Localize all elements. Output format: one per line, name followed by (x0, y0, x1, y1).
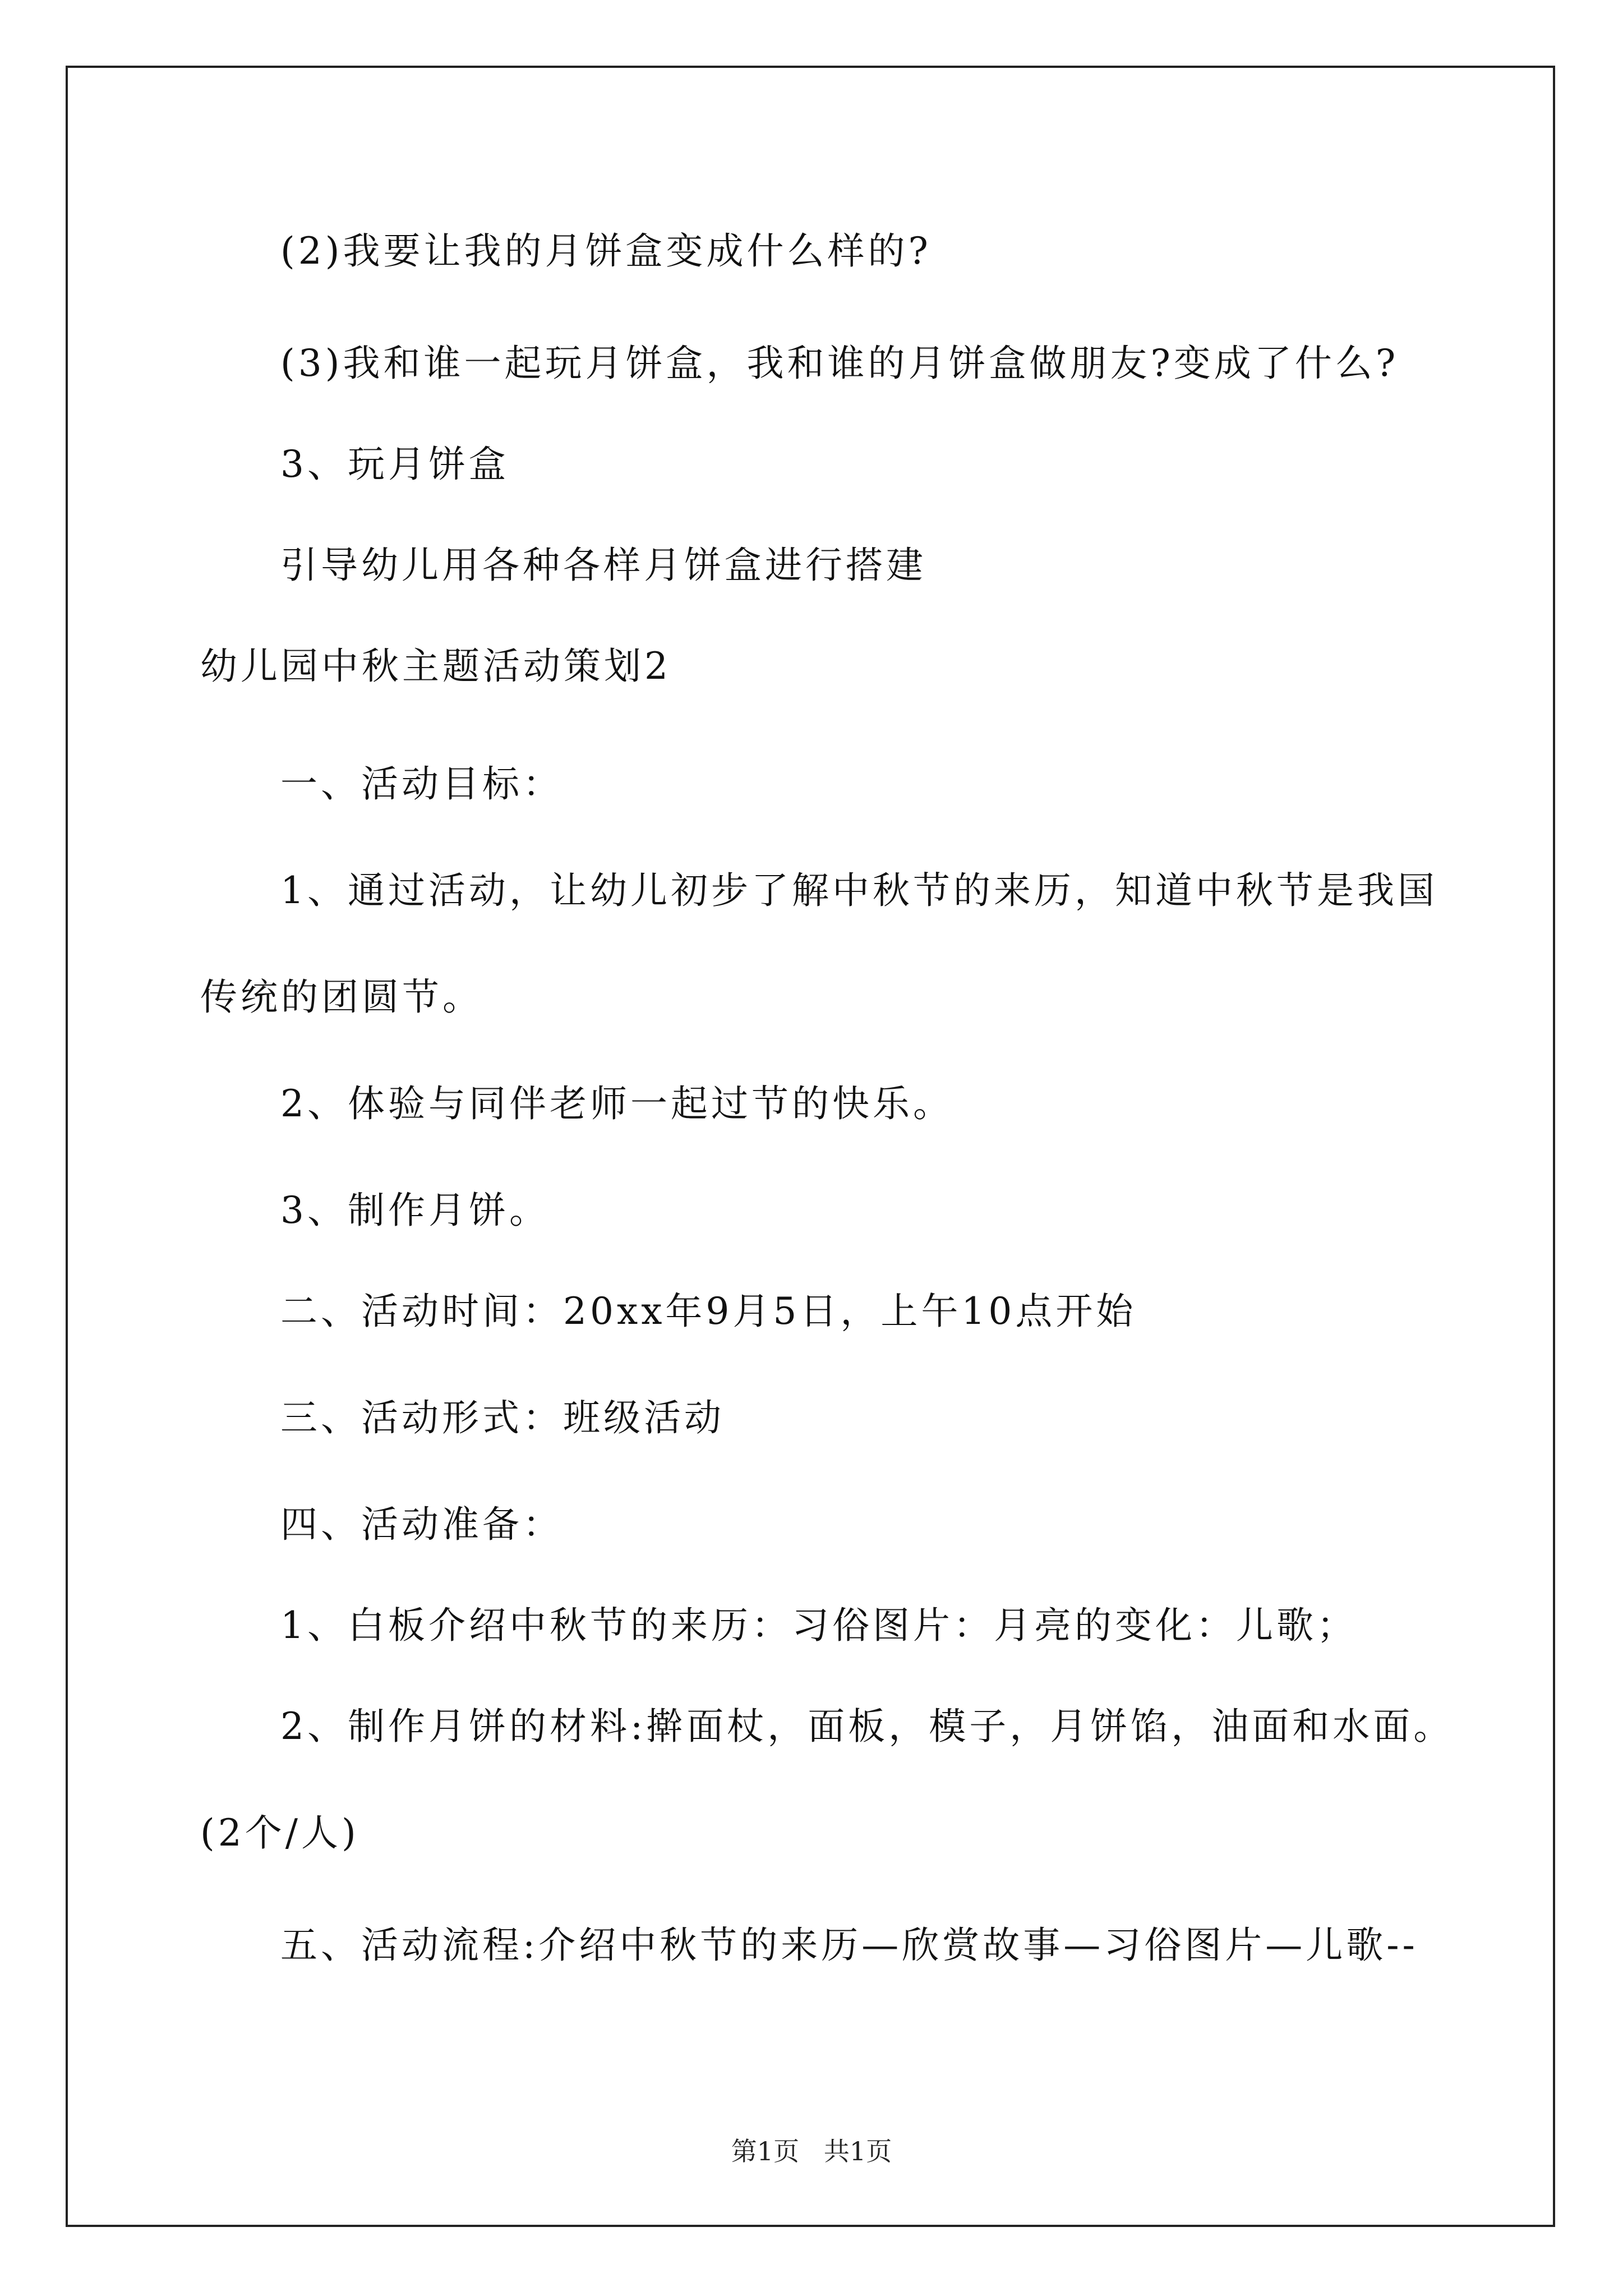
page-number-footer: 第1页 共1页 (731, 2136, 892, 2166)
body-line-1: (2)我要让我的月饼盒变成什么样的? (280, 229, 932, 273)
body-line-11: 二、活动时间：20xx年9月5日，上午10点开始 (280, 1290, 1137, 1333)
body-line-7: 1、通过活动，让幼儿初步了解中秋节的来历，知道中秋节是我国 (280, 869, 1438, 912)
body-line-17: 五、活动流程:介绍中秋节的来历—欣赏故事—习俗图片—儿歌-- (280, 1924, 1418, 1967)
body-line-9: 2、体验与同伴老师一起过节的快乐。 (280, 1082, 953, 1125)
body-line-16: (2个/人) (200, 1811, 359, 1855)
body-line-12: 三、活动形式：班级活动 (280, 1396, 725, 1439)
body-line-4: 引导幼儿用各种各样月饼盒进行搭建 (280, 544, 926, 587)
body-line-2: (3)我和谁一起玩月饼盒，我和谁的月饼盒做朋友?变成了什么? (280, 342, 1399, 385)
body-line-15: 2、制作月饼的材料:擀面杖，面板，模子，月饼馅，油面和水面。 (280, 1705, 1454, 1748)
body-line-8: 传统的团圆节。 (200, 976, 483, 1019)
body-line-6: 一、活动目标： (280, 762, 563, 806)
page-border (66, 66, 1555, 2227)
section-heading: 幼儿园中秋主题活动策划2 (200, 645, 671, 688)
body-line-3: 3、玩月饼盒 (280, 443, 509, 486)
body-line-10: 3、制作月饼。 (280, 1189, 550, 1232)
body-line-13: 四、活动准备： (280, 1503, 563, 1546)
body-line-14: 1、白板介绍中秋节的来历：习俗图片：月亮的变化：儿歌； (280, 1604, 1357, 1647)
